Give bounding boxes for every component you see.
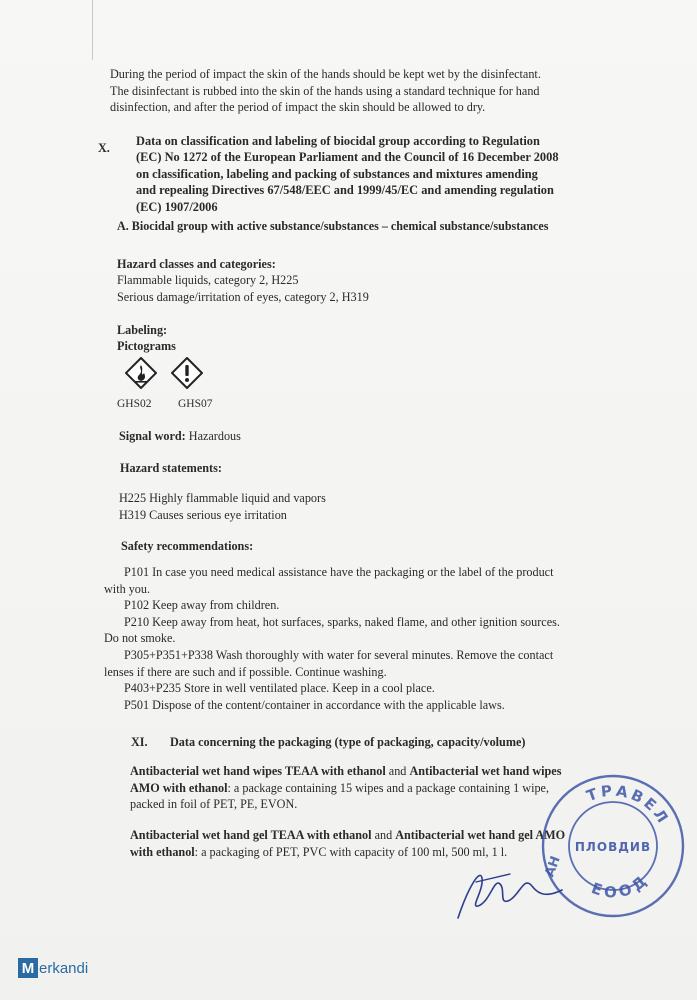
intro-line: The disinfectant is rubbed into the skin of the hands using a standard technique for hand	[110, 83, 540, 98]
packaging-wipes-line	[130, 780, 561, 797]
hazard-class-item: Serious damage/irritation of eyes, category 2, H319	[117, 289, 369, 304]
packaging-description: : a packaging of PET, PVC with capacity of 100 ml, 500 ml, 1 l.	[194, 844, 508, 859]
signal-word-value: Hazardous	[185, 429, 241, 443]
section-x-number: X.	[98, 141, 110, 155]
section-x-title-line: (EC) 1907/2006	[136, 199, 218, 214]
hazard-statements-list	[119, 490, 326, 523]
connector-text: and	[371, 828, 396, 842]
packaging-wipes-paragraph	[130, 763, 561, 813]
signal-word-label: Signal word:	[119, 429, 186, 443]
safety-line: lenses if there are such and if possible. Continue washing.	[104, 664, 387, 679]
section-x-title-line: Data on classification and labeling of biocidal group according to Regulation	[136, 134, 540, 148]
logo-text: erkandi	[39, 959, 89, 977]
safety-line: P501 Dispose of the content/container in accordance with the applicable laws.	[124, 697, 505, 712]
product-name: Antibacterial wet hand wipes TEAA with ethanol	[130, 764, 386, 778]
safety-line: Do not smoke.	[104, 631, 176, 646]
product-name: Antibacterial wet hand gel TEAA with ethanol	[130, 828, 372, 842]
connector-text: and	[385, 764, 410, 778]
intro-line: disinfection, and after the period of impact the skin should be allowed to dry.	[110, 100, 486, 114]
handwritten-signature	[450, 848, 570, 928]
safety-line: P210 Keep away from heat, hot surfaces, sparks, naked flame, and other ignition sources.	[124, 614, 560, 629]
safety-line: P101 In case you need medical assistance have the packaging or the label of the product	[124, 565, 554, 579]
product-name: Antibacterial wet hand wipes	[409, 764, 562, 778]
ghs07-exclamation-icon	[171, 357, 203, 389]
packaging-wipes-line	[130, 763, 561, 780]
pictograms-heading: Pictograms	[117, 339, 176, 353]
intro-paragraph	[110, 66, 541, 116]
hazard-statement: H225 Highly flammable liquid and vapors	[119, 491, 326, 505]
packaging-wipes-line: packed in foil of PET, PE, EVON.	[130, 797, 298, 811]
safety-line: P102 Keep away from children.	[124, 598, 280, 613]
stamp-left-text: АН	[542, 854, 564, 880]
section-x-title	[136, 133, 559, 215]
page-fold-mark	[92, 0, 111, 60]
product-name: with ethanol	[130, 844, 195, 859]
safety-recommendations	[104, 564, 684, 713]
hazard-statement: H319 Causes serious eye irritation	[119, 507, 287, 522]
signal-word	[119, 428, 241, 445]
section-xi-title: Data concerning the packaging (type of packaging, capacity/volume)	[170, 735, 526, 749]
section-x-title-line: on classification, labeling and packing of substances and mixtures amending	[136, 166, 538, 181]
section-x-title-line: (EC) No 1272 of the European Parliament and the Council of 16 December 2008	[136, 150, 559, 165]
stamp-top-text: ТРАВЕЛ	[584, 781, 674, 829]
intro-line: During the period of impact the skin of the hands should be kept wet by the disinfectant.	[110, 67, 541, 81]
product-name: AMO with ethanol	[130, 780, 228, 795]
safety-heading: Safety recommendations:	[121, 539, 254, 553]
hazard-statements-heading: Hazard statements:	[120, 461, 222, 475]
ghs07-label: GHS07	[178, 398, 213, 410]
hazard-classes-heading: Hazard classes and categories:	[117, 257, 276, 271]
packaging-description: : a package containing 15 wipes and a package containing 1 wipe,	[227, 780, 549, 795]
svg-text:ЕООД	[589, 870, 653, 901]
logo-letter: M	[18, 958, 38, 978]
merkandi-watermark-logo	[18, 958, 88, 978]
ghs02-flame-icon	[125, 357, 157, 389]
hazard-class-item: Flammable liquids, category 2, H225	[117, 273, 299, 287]
hazard-classes-list	[117, 272, 369, 305]
stamp-center-text: ПЛОВДИВ	[574, 840, 652, 854]
stamp-bottom-text: ЕООД	[589, 869, 653, 902]
safety-line: P403+P235 Store in well ventilated place. Keep in a cool place.	[124, 681, 435, 696]
labeling-heading: Labeling:	[117, 323, 168, 337]
ghs02-label: GHS02	[117, 398, 152, 410]
safety-line: with you.	[104, 581, 151, 596]
packaging-gel-line	[130, 827, 565, 844]
section-x-title-line: and repealing Directives 67/548/EEC and 1999/45/EC and amending regulation	[136, 183, 554, 198]
subsection-a-title: A. Biocidal group with active substance/substances – chemical substance/substances	[117, 219, 549, 233]
safety-line: P305+P351+P338 Wash thoroughly with water for several minutes. Remove the contact	[124, 647, 554, 662]
product-name: Antibacterial wet hand gel AMO	[395, 828, 566, 842]
section-xi-number: XI.	[131, 735, 148, 749]
